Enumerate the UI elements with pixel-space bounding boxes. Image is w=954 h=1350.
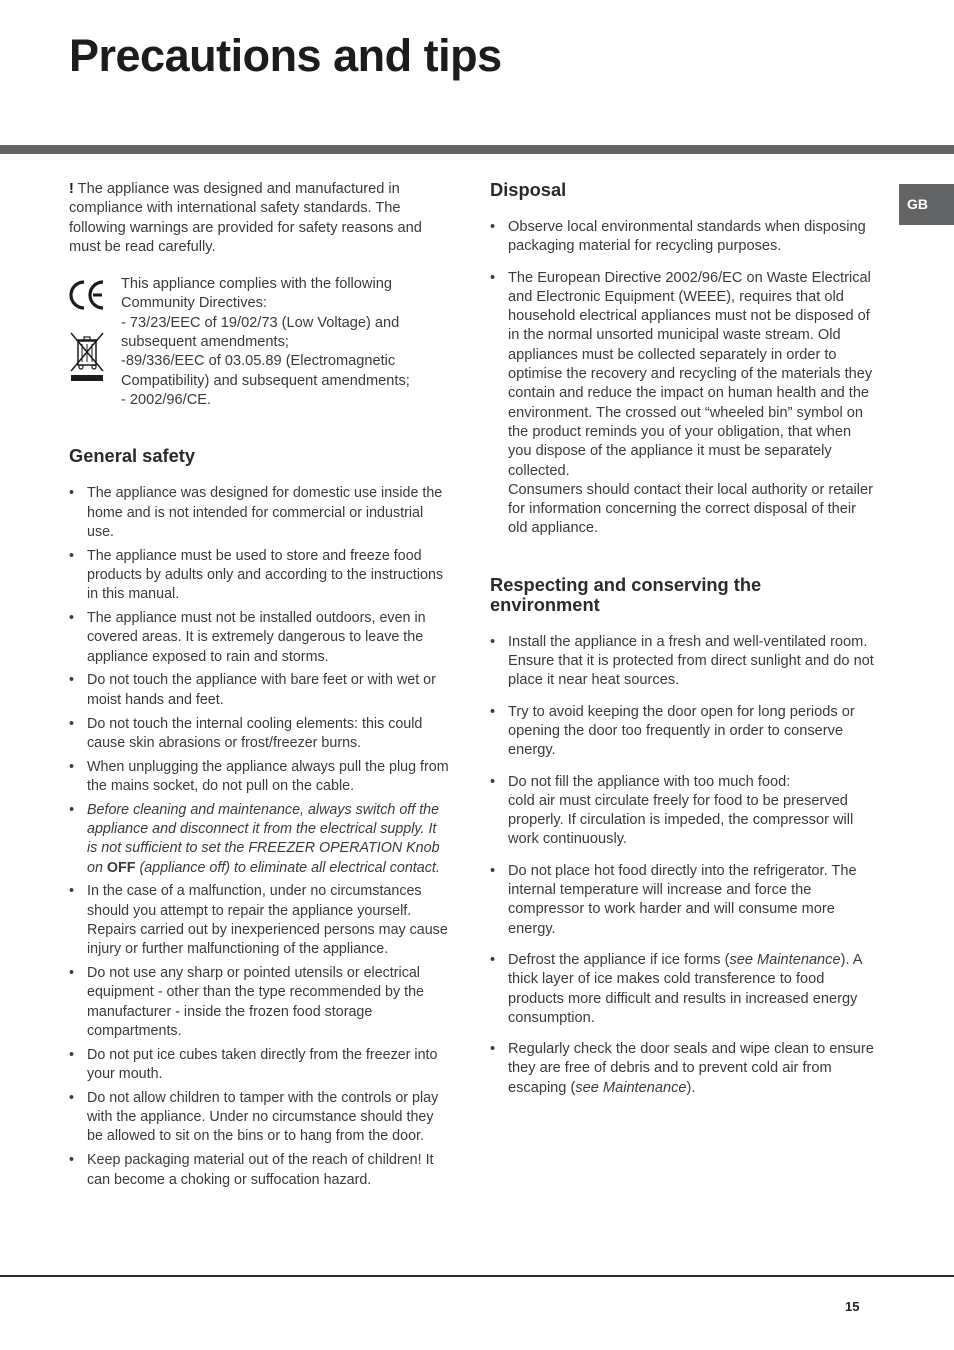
right-column bbox=[490, 180, 875, 1110]
compliance-line: -89/336/EEC of 03.05.89 (Electromagnetic Compatibility) and subsequent amendments; bbox=[121, 353, 410, 389]
footer-rule bbox=[0, 1275, 954, 1277]
disposal-heading: Disposal bbox=[490, 179, 567, 200]
list-item-weee bbox=[490, 269, 875, 539]
header-rule bbox=[0, 145, 954, 154]
page-number: 15 bbox=[845, 1299, 860, 1314]
left-column bbox=[69, 180, 449, 1194]
overfill-text: • Do not fill the appliance with too much food: bbox=[508, 773, 791, 790]
overfill-text-detail: cold air must circulate freely for food to be preserved properly. If circulation is impeded, the compressor will work continuously. bbox=[508, 792, 854, 848]
cleaning-text: Before cleaning and maintenance, always switch off the appliance and disconnect it from the electrical supply. It is not sufficient to set the FREEZER OPERATION Knob on bbox=[87, 801, 440, 876]
list-item: • Do not put ice cubes taken directly from the freezer into your mouth. bbox=[69, 1046, 449, 1085]
list-item: • Do not touch the internal cooling elements: this could cause skin abrasions or frost/freezer burns. bbox=[69, 715, 449, 754]
environment-heading: Respecting and conserving the environment bbox=[490, 573, 762, 615]
list-item bbox=[490, 773, 875, 850]
list-item: • Observe local environmental standards when disposing packaging material for recycling purposes. bbox=[490, 218, 875, 257]
list-item: • Do not allow children to tamper with the controls or play with the appliance. Under no circumstance should they be allowed to sit on the bins or to hang from the door. bbox=[69, 1089, 449, 1147]
see-maintenance-ref: see Maintenance bbox=[575, 1079, 687, 1096]
seals-text-end: ). bbox=[686, 1079, 696, 1096]
ce-mark-icon bbox=[69, 277, 105, 313]
see-maintenance-ref: see Maintenance bbox=[729, 951, 841, 968]
list-item: • Install the appliance in a fresh and well-ventilated room. Ensure that it is protected from direct sunlight and do not place it near heat sources. bbox=[490, 633, 875, 691]
list-item: • When unplugging the appliance always pull the plug from the mains socket, do not pull on the cable. bbox=[69, 758, 449, 797]
weee-text: • The European Directive 2002/96/EC on Waste Electrical and Electronic Equipment (WEEE), requires that old household electrical appliances must not be disposed of in the normal unsorted municipal waste stream. Old appliances must be collected separately in order to optimise the recovery and recycling of the materials they contain and reduce the impact on human health and the environment. The crossed out “wheeled bin” symbol on the product reminds you of your obligation, that when you dispose of the appliance it must be separately collected. bbox=[508, 269, 873, 479]
off-label: OFF bbox=[106, 859, 136, 876]
list-item-cleaning bbox=[69, 801, 449, 878]
language-tab: GB bbox=[899, 184, 954, 225]
compliance-line: - 2002/96/CE. bbox=[121, 391, 212, 408]
weee-consumers-text: Consumers should contact their local authority or retailer for information concerning the correct disposal of their old appliance. bbox=[508, 481, 874, 537]
seals-text: Regularly check the door seals and wipe clean to ensure they are free of debris and to prevent cold air from escaping ( bbox=[508, 1041, 874, 1096]
defrost-text-end: ). A thick layer of ice makes cold transference to food products more difficult and results in increased energy consumption. bbox=[508, 951, 862, 1026]
warning-mark: ! bbox=[69, 181, 74, 197]
list-item: • Try to avoid keeping the door open for long periods or opening the door too frequently in order to conserve energy. bbox=[490, 703, 875, 761]
compliance-line: This appliance complies with the following Community Directives: bbox=[121, 276, 392, 312]
list-item: • The appliance must not be installed outdoors, even in covered areas. It is extremely dangerous to leave the appliance exposed to rain and storms. bbox=[69, 609, 449, 667]
list-item: • The appliance must be used to store and freeze food products by adults only and according to the instructions in this manual. bbox=[69, 547, 449, 605]
page-title: Precautions and tips bbox=[69, 30, 502, 81]
intro-paragraph bbox=[69, 180, 449, 257]
environment-list bbox=[490, 633, 875, 1098]
compliance-line: - 73/23/EEC of 19/02/73 (Low Voltage) and subsequent amendments; bbox=[121, 314, 400, 351]
list-item: • Do not use any sharp or pointed utensils or electrical equipment - other than the type recommended by the manufacturer - inside the frozen food storage compartments. bbox=[69, 964, 449, 1041]
compliance-block bbox=[69, 275, 449, 410]
crossed-bin-icon bbox=[69, 331, 105, 383]
general-safety-heading: General safety bbox=[69, 445, 196, 467]
general-safety-list bbox=[69, 484, 449, 1190]
disposal-list bbox=[490, 218, 875, 539]
list-item bbox=[490, 951, 875, 1028]
defrost-text: Defrost the appliance if ice forms ( bbox=[508, 951, 730, 968]
list-item: • Keep packaging material out of the reach of children! It can become a choking or suffocation hazard. bbox=[69, 1151, 449, 1190]
cleaning-text-end: (appliance off) to eliminate all electrical contact. bbox=[135, 859, 440, 876]
intro-text: The appliance was designed and manufactured in compliance with international safety standards. The following warnings are provided for safety reasons and must be read carefully. bbox=[69, 181, 422, 255]
list-item: • Do not touch the appliance with bare feet or with wet or moist hands and feet. bbox=[69, 671, 449, 710]
list-item: • Do not place hot food directly into the refrigerator. The internal temperature will increase and force the compressor to work harder and will consume more energy. bbox=[490, 862, 875, 939]
list-item: • The appliance was designed for domestic use inside the home and is not intended for commercial or industrial use. bbox=[69, 484, 449, 542]
list-item: • In the case of a malfunction, under no circumstances should you attempt to repair the appliance yourself. Repairs carried out by inexperienced persons may cause injury or further malfunctioning of the appliance. bbox=[69, 882, 449, 959]
list-item bbox=[490, 1040, 875, 1098]
